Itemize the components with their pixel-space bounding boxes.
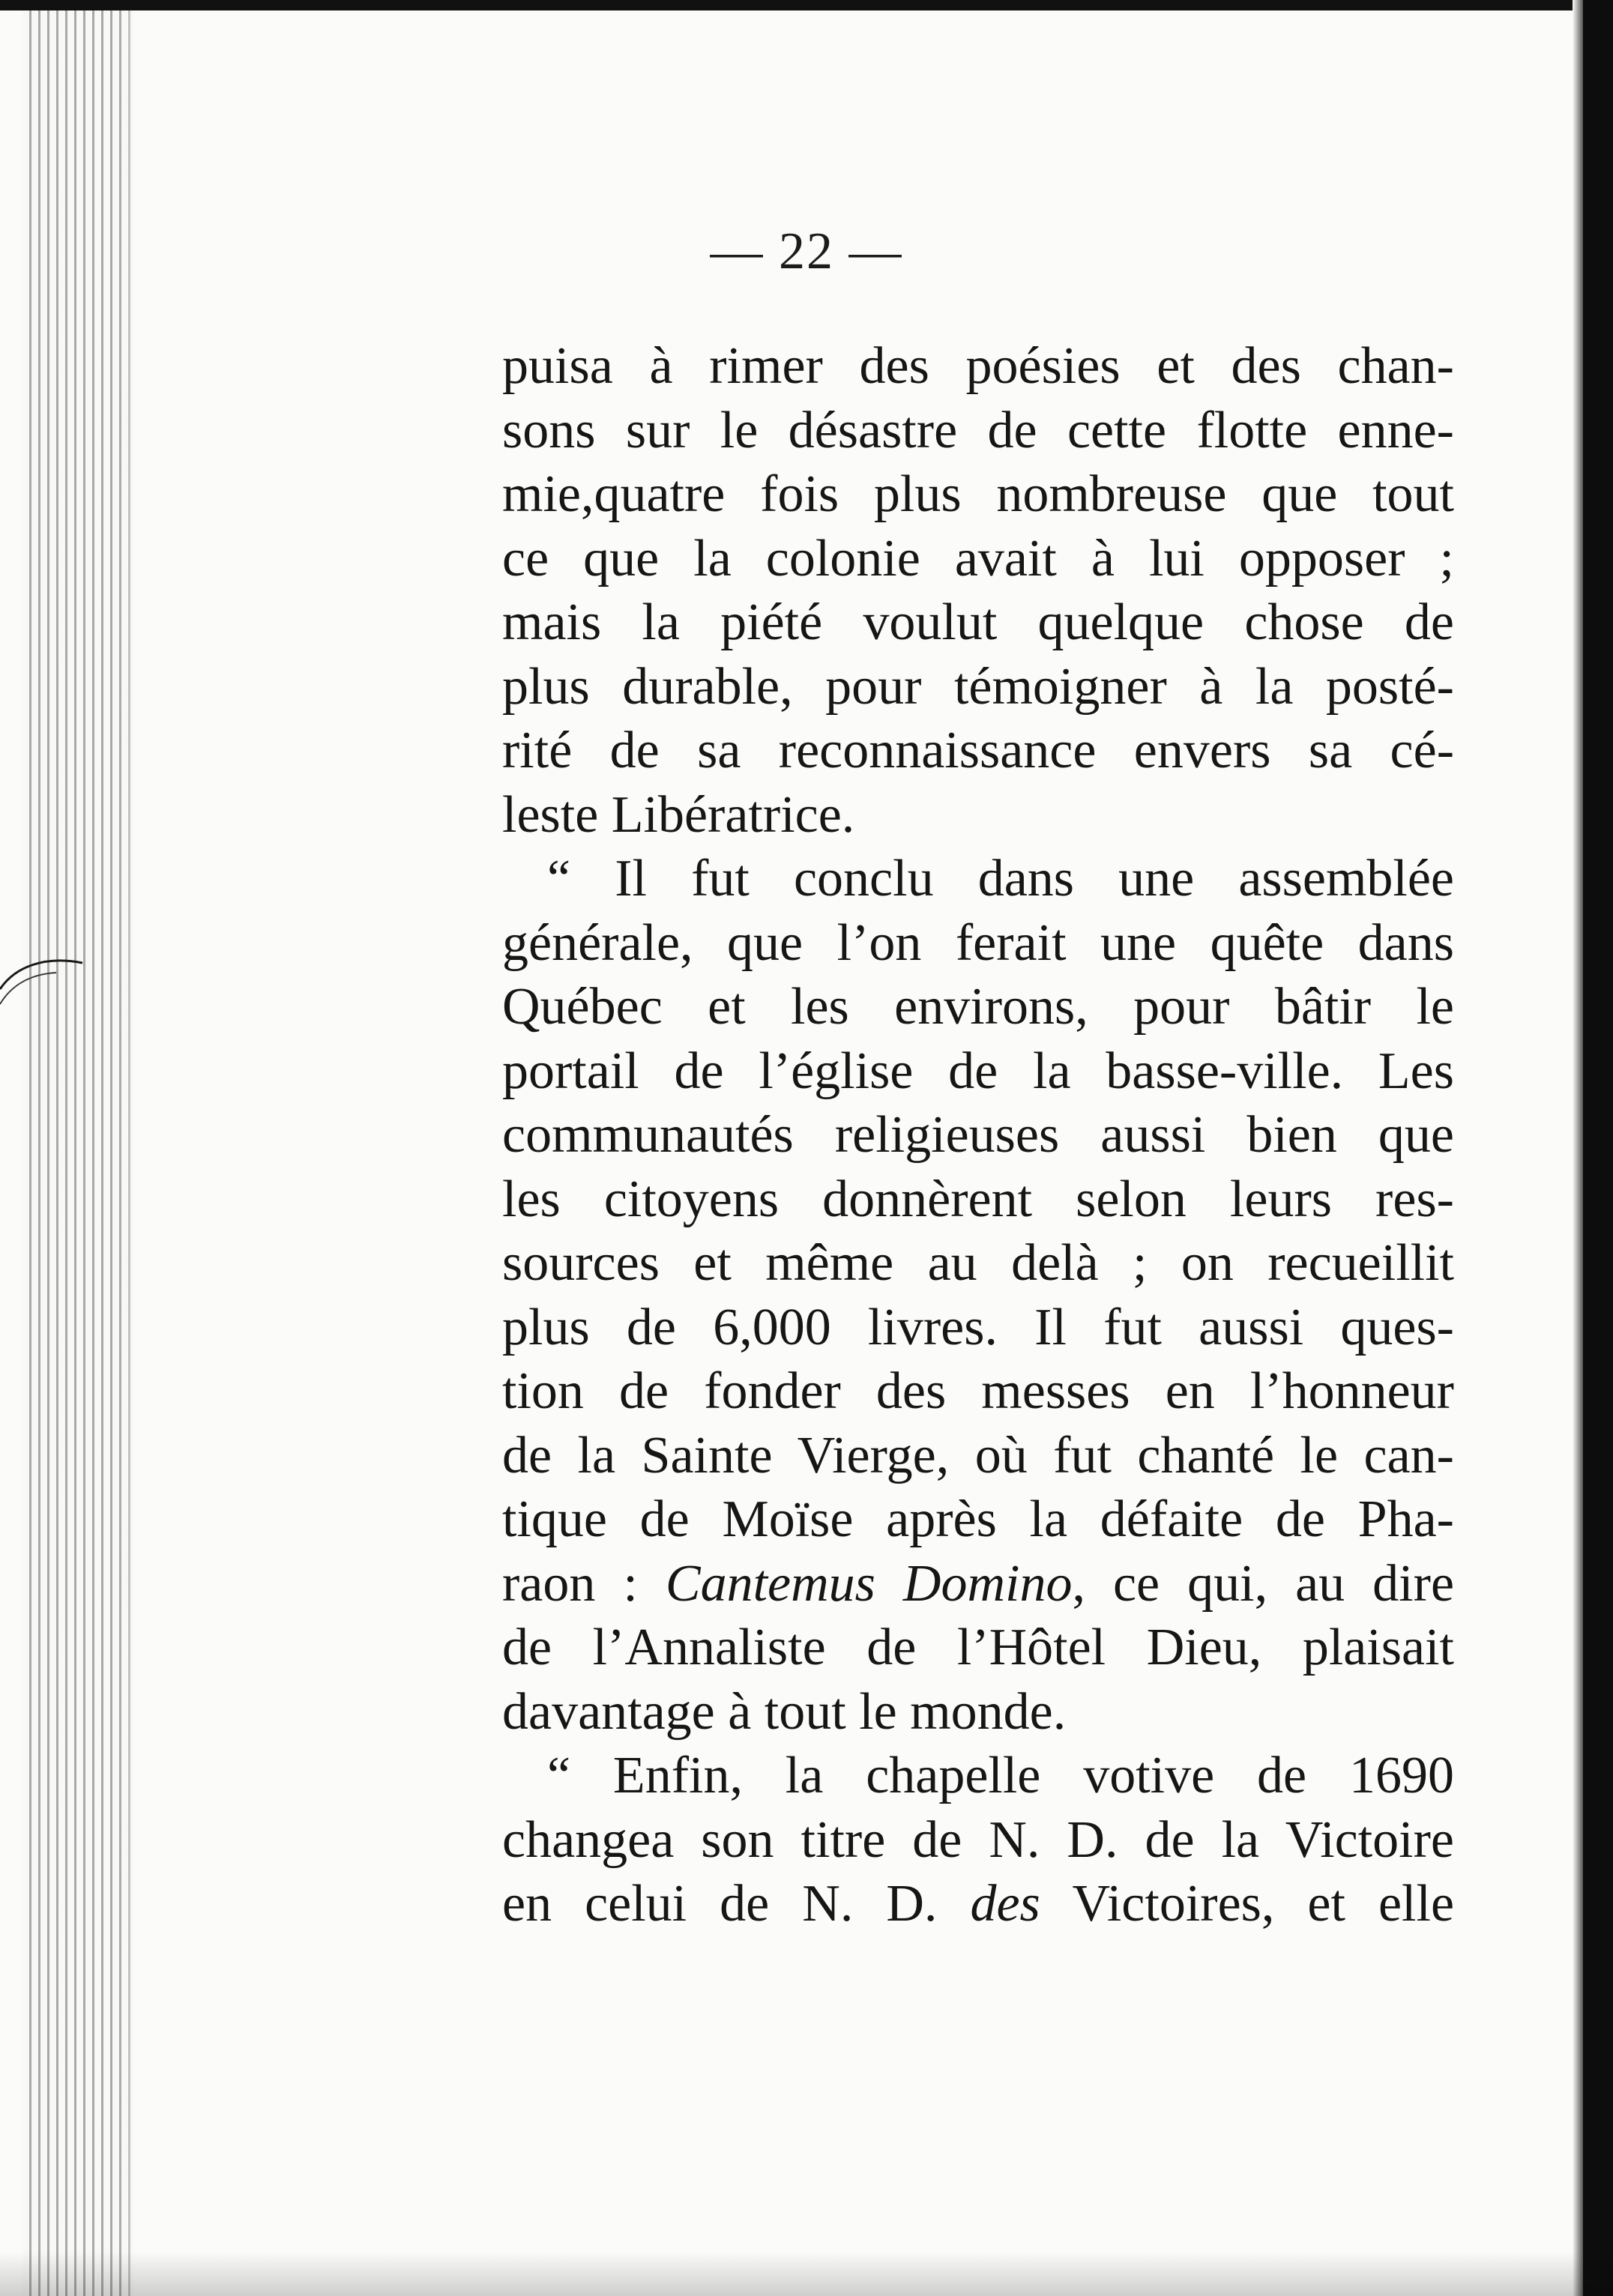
text-segment: Victoires, et elle [1040, 1875, 1455, 1933]
right-edge-shadow [1573, 0, 1583, 2296]
text-segment: , ce qui, au dire [1072, 1554, 1455, 1613]
italic-word: des [970, 1875, 1040, 1933]
text-line: plus de 6,000 livres. Il fut aussi ques- [502, 1298, 1454, 1356]
text-line: de la Sainte Vierge, où fut chanté le can- [502, 1426, 1454, 1484]
page-number: — 22 — [710, 223, 903, 280]
text-line: “ Il fut conclu dans une assemblée [547, 850, 1454, 907]
text-line: tique de Moïse après la défaite de Pha- [502, 1490, 1454, 1548]
text-line: changea son titre de N. D. de la Victoire [502, 1810, 1454, 1869]
text-line: de l’Annaliste de l’Hôtel Dieu, plaisait [502, 1619, 1454, 1676]
text-line: Québec et les environs, pour bâtir le [502, 978, 1454, 1036]
text-line: plus durable, pour témoigner à la posté- [502, 657, 1454, 716]
text-line: puisa à rimer des poésies et des chan- [502, 337, 1454, 395]
text-line: sons sur le désastre de cette flotte enne- [502, 401, 1454, 459]
text-line: sources et même au delà ; on recueillit [502, 1234, 1454, 1292]
right-edge [1583, 0, 1613, 2296]
page-edges-fade [120, 0, 150, 2296]
text-line: générale, que l’on ferait une quête dans [502, 913, 1454, 972]
text-line: portail de l’église de la basse-ville. Les [502, 1042, 1454, 1100]
body-text [502, 334, 1454, 1936]
text-segment: en celui de N. D. [502, 1875, 971, 1933]
text-line: les citoyens donnèrent selon leurs res- [502, 1170, 1454, 1228]
page-edges [22, 0, 135, 2296]
text-line: communautés religieuses aussi bien que [502, 1106, 1454, 1164]
text-line: rité de sa reconnaissance envers sa cé- [502, 722, 1454, 779]
text-line: mais la piété voulut quelque chose de [502, 593, 1454, 651]
text-line: mie,quatre fois plus nombreuse que tout [502, 465, 1454, 523]
text-segment: raon : [502, 1554, 666, 1613]
text-line: leste Libératrice. [502, 785, 855, 844]
bookmark-ribbon [0, 922, 120, 1102]
text-line: ce que la colonie avait à lui opposer ; [502, 529, 1454, 587]
italic-title: Cantemus Domino [665, 1554, 1073, 1613]
bottom-shadow [0, 2251, 1613, 2296]
text-line: “ Enfin, la chapelle votive de 1690 [547, 1747, 1454, 1804]
top-border [0, 0, 1613, 10]
text-line: davantage à tout le monde. [502, 1682, 1067, 1741]
text-line: tion de fonder des messes en l’honneur [502, 1362, 1454, 1420]
text-line [502, 1872, 1454, 1936]
text-line [502, 1552, 1454, 1616]
